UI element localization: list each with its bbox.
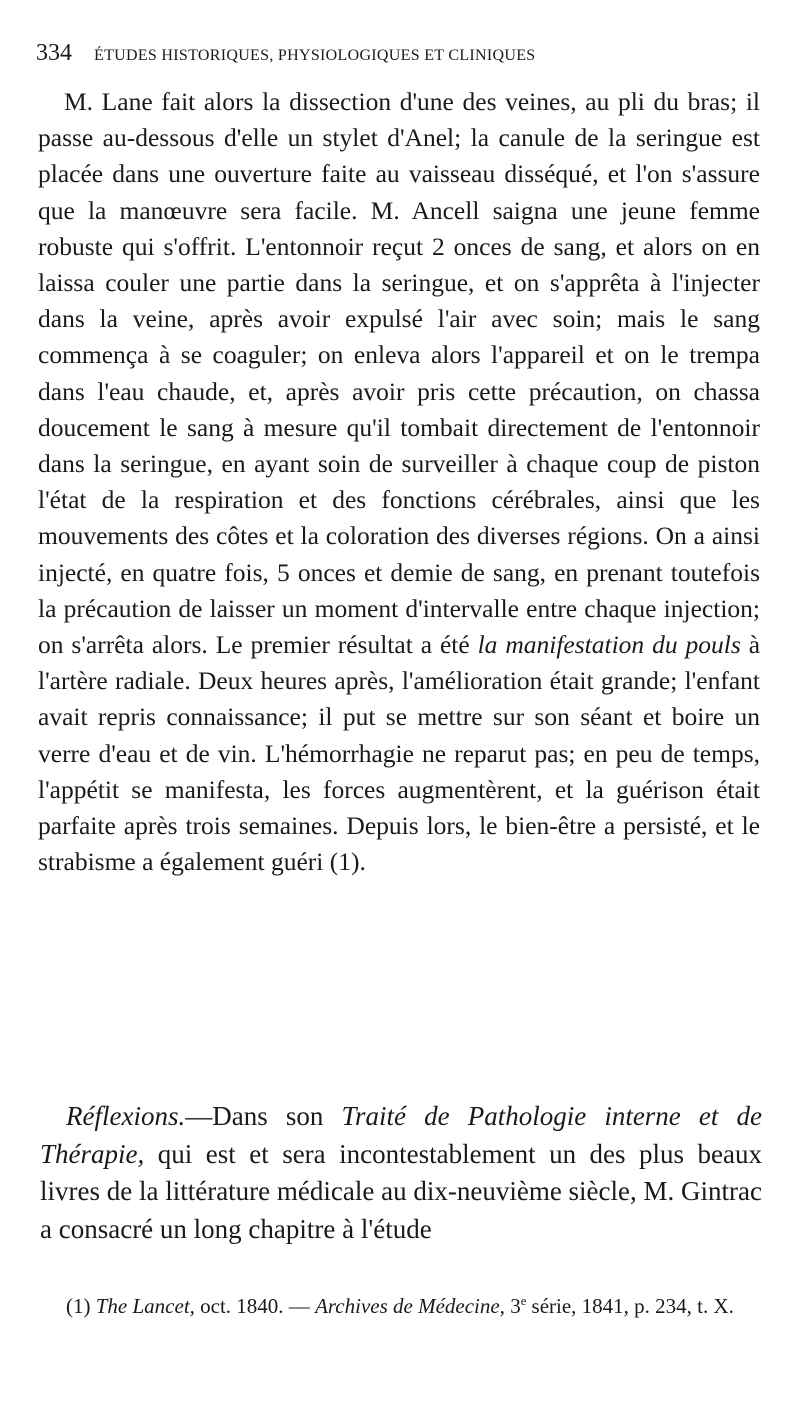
- work-title: Traité de Pathologie interne et de Thérapie,: [40, 1101, 763, 1169]
- footnote: [40, 1290, 762, 1322]
- page-number: 334: [36, 40, 72, 66]
- paragraph-text-b: à l'artère radiale. Deux heures après, l'amélioration était grande; l'enfant avait repris connaissance; il put se mettre sur son séant et boire un verre d'eau et de vin. L'hémorrhagie ne reparut pas; en peu de temps, l'appétit se manifesta, les forces augmentèrent, et la guérison était parfaite après trois semaines. Depuis lors, le bien-être a persisté, et le strabisme a également guéri: [38, 630, 761, 877]
- footnote-series-num: 3: [510, 1294, 521, 1318]
- footnote-source1: The Lancet,: [95, 1294, 195, 1318]
- main-paragraph: [38, 84, 760, 880]
- paragraph-italic-phrase: la manifestation du pouls: [477, 630, 741, 660]
- reflexions-paragraph: [40, 1098, 762, 1248]
- footnote-source2: Archives de Médecine,: [315, 1294, 505, 1318]
- footnote-series-sup: e: [520, 1294, 527, 1308]
- footnote-reference: (1).: [329, 847, 366, 877]
- reflexions-heading: Réflexions.: [66, 1101, 186, 1131]
- footnote-rest: série, 1841, p. 234, t. X.: [531, 1294, 734, 1318]
- running-title: ÉTUDES HISTORIQUES, PHYSIOLOGIQUES ET CLINIQUES: [94, 47, 536, 64]
- footnote-marker: (1): [66, 1294, 91, 1318]
- reflexions-dash: —Dans son: [185, 1101, 324, 1131]
- running-head: [36, 38, 760, 68]
- paragraph-text-a: M. Lane fait alors la dissection d'une des veines, au pli du bras; il passe au-dessous d'elle un stylet d'Anel; la canule de la seringue est placée dans une ouverture faite au vaisseau disséqué, et l'on s'assure que la manœuvre sera facile. M. Ancell saigna une jeune femme robuste qui s'offrit. L'entonnoir reçut 2 onces de sang, et alors on en laissa couler une partie dans la seringue, et on s'apprêta à l'injecter dans la veine, après avoir expulsé l'air avec soin; mais le sang commença à se coaguler; on enleva alors l'appareil et on le trempa dans l'eau chaude, et, après avoir pris cette précaution, on chassa doucement le sang à mesure qu'il tombait directement de l'entonnoir dans la seringue, en ayant soin de surveiller à chaque coup de piston l'état de la respiration et des fonctions cérébrales, ainsi que les mouvements des côtes et la coloration des diverses régions. On a ainsi injecté, en quatre fois, 5 onces et demie de sang, en prenant toutefois la précaution de laisser un moment d'intervalle entre chaque injection; on s'arrêta alors. Le premier résultat a été: [38, 87, 760, 660]
- footnote-source1-rest: oct. 1840. —: [200, 1294, 310, 1318]
- reflexions-text: qui est et sera incontestablement un des plus beaux livres de la littérature médicale au dix-neuvième siècle, M. Gintrac a consacré un long chapitre à l'étude: [40, 1138, 763, 1244]
